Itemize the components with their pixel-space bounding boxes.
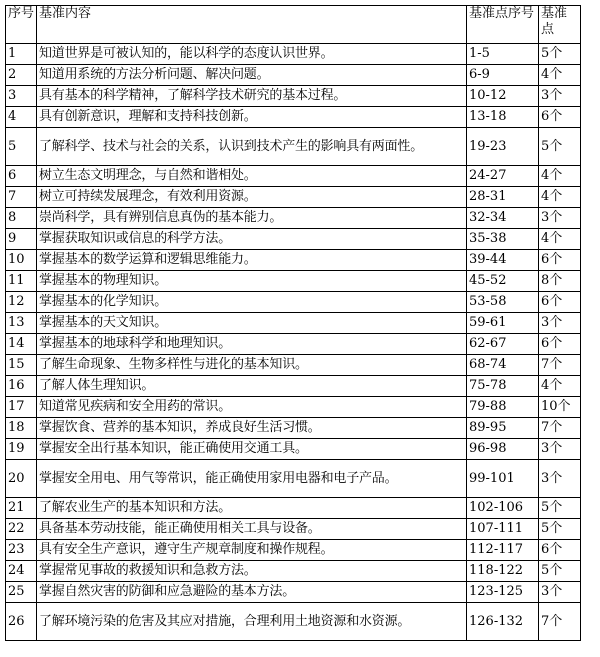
table-row bbox=[6, 292, 581, 313]
table-row bbox=[6, 397, 581, 418]
row-number: 18 bbox=[6, 418, 37, 439]
row-content: 知道常见疾病和安全用药的常识。 bbox=[37, 397, 467, 418]
row-number: 13 bbox=[6, 313, 37, 334]
row-count: 5个 bbox=[539, 128, 581, 166]
row-range: 99-101 bbox=[467, 460, 539, 498]
row-range: 102-106 bbox=[467, 498, 539, 519]
table-row bbox=[6, 603, 581, 641]
row-count: 6个 bbox=[539, 540, 581, 561]
row-range: 6-9 bbox=[467, 65, 539, 86]
row-content: 掌握基本的化学知识。 bbox=[37, 292, 467, 313]
row-range: 10-12 bbox=[467, 86, 539, 107]
row-number: 10 bbox=[6, 250, 37, 271]
table-row bbox=[6, 582, 581, 603]
row-range: 19-23 bbox=[467, 128, 539, 166]
row-range: 107-111 bbox=[467, 519, 539, 540]
table-row bbox=[6, 313, 581, 334]
row-count: 6个 bbox=[539, 107, 581, 128]
row-number: 5 bbox=[6, 128, 37, 166]
row-content: 具备基本劳动技能，能正确使用相关工具与设备。 bbox=[37, 519, 467, 540]
table-row bbox=[6, 208, 581, 229]
table-row bbox=[6, 439, 581, 460]
table-row bbox=[6, 498, 581, 519]
row-content: 树立可持续发展理念，有效利用资源。 bbox=[37, 187, 467, 208]
row-content: 了解环境污染的危害及其应对措施，合理利用土地资源和水资源。 bbox=[37, 603, 467, 641]
row-count: 3个 bbox=[539, 460, 581, 498]
table-row bbox=[6, 540, 581, 561]
table-row bbox=[6, 44, 581, 65]
row-content: 知道世界是可被认知的，能以科学的态度认识世界。 bbox=[37, 44, 467, 65]
row-range: 79-88 bbox=[467, 397, 539, 418]
row-content: 具有安全生产意识，遵守生产规章制度和操作规程。 bbox=[37, 540, 467, 561]
row-range: 89-95 bbox=[467, 418, 539, 439]
benchmark-table bbox=[5, 5, 581, 641]
row-count: 3个 bbox=[539, 439, 581, 460]
row-number: 1 bbox=[6, 44, 37, 65]
row-count: 4个 bbox=[539, 65, 581, 86]
row-number: 15 bbox=[6, 355, 37, 376]
row-count: 5个 bbox=[539, 561, 581, 582]
row-range: 68-74 bbox=[467, 355, 539, 376]
row-range: 32-34 bbox=[467, 208, 539, 229]
table-row bbox=[6, 86, 581, 107]
row-number: 16 bbox=[6, 376, 37, 397]
row-content: 掌握基本的天文知识。 bbox=[37, 313, 467, 334]
table-row bbox=[6, 128, 581, 166]
row-number: 12 bbox=[6, 292, 37, 313]
header-content: 基准内容 bbox=[37, 6, 467, 44]
row-content: 知道用系统的方法分析问题、解决问题。 bbox=[37, 65, 467, 86]
table-row bbox=[6, 460, 581, 498]
row-number: 20 bbox=[6, 460, 37, 498]
row-count: 7个 bbox=[539, 355, 581, 376]
row-range: 123-125 bbox=[467, 582, 539, 603]
table-row bbox=[6, 229, 581, 250]
row-content: 具有创新意识，理解和支持科技创新。 bbox=[37, 107, 467, 128]
row-number: 11 bbox=[6, 271, 37, 292]
row-count: 5个 bbox=[539, 519, 581, 540]
row-range: 35-38 bbox=[467, 229, 539, 250]
row-range: 126-132 bbox=[467, 603, 539, 641]
row-range: 13-18 bbox=[467, 107, 539, 128]
row-number: 25 bbox=[6, 582, 37, 603]
row-number: 3 bbox=[6, 86, 37, 107]
row-number: 17 bbox=[6, 397, 37, 418]
row-number: 19 bbox=[6, 439, 37, 460]
row-content: 掌握安全用电、用气等常识，能正确使用家用电器和电子产品。 bbox=[37, 460, 467, 498]
row-number: 9 bbox=[6, 229, 37, 250]
row-content: 掌握安全出行基本知识，能正确使用交通工具。 bbox=[37, 439, 467, 460]
header-no: 序号 bbox=[6, 6, 37, 44]
table-row bbox=[6, 519, 581, 540]
row-count: 3个 bbox=[539, 208, 581, 229]
table-row bbox=[6, 334, 581, 355]
row-range: 118-122 bbox=[467, 561, 539, 582]
row-content: 掌握自然灾害的防御和应急避险的基本方法。 bbox=[37, 582, 467, 603]
row-content: 掌握获取知识或信息的科学方法。 bbox=[37, 229, 467, 250]
row-number: 6 bbox=[6, 166, 37, 187]
row-range: 53-58 bbox=[467, 292, 539, 313]
row-number: 7 bbox=[6, 187, 37, 208]
row-content: 了解科学、技术与社会的关系，认识到技术产生的影响具有两面性。 bbox=[37, 128, 467, 166]
row-content: 掌握基本的数学运算和逻辑思维能力。 bbox=[37, 250, 467, 271]
table-row bbox=[6, 271, 581, 292]
row-content: 掌握饮食、营养的基本知识，养成良好生活习惯。 bbox=[37, 418, 467, 439]
row-range: 39-44 bbox=[467, 250, 539, 271]
row-content: 了解生命现象、生物多样性与进化的基本知识。 bbox=[37, 355, 467, 376]
row-count: 5个 bbox=[539, 498, 581, 519]
row-number: 22 bbox=[6, 519, 37, 540]
header-count: 基准点 bbox=[539, 6, 581, 44]
row-range: 96-98 bbox=[467, 439, 539, 460]
row-range: 45-52 bbox=[467, 271, 539, 292]
row-number: 23 bbox=[6, 540, 37, 561]
row-number: 26 bbox=[6, 603, 37, 641]
table-header-row bbox=[6, 6, 581, 44]
row-count: 4个 bbox=[539, 376, 581, 397]
row-number: 8 bbox=[6, 208, 37, 229]
row-range: 28-31 bbox=[467, 187, 539, 208]
row-content: 崇尚科学，具有辨别信息真伪的基本能力。 bbox=[37, 208, 467, 229]
table-row bbox=[6, 418, 581, 439]
row-range: 112-117 bbox=[467, 540, 539, 561]
table-row bbox=[6, 65, 581, 86]
row-count: 5个 bbox=[539, 44, 581, 65]
document-page bbox=[5, 5, 581, 641]
row-content: 掌握基本的地球科学和地理知识。 bbox=[37, 334, 467, 355]
row-count: 7个 bbox=[539, 418, 581, 439]
row-number: 24 bbox=[6, 561, 37, 582]
table-row bbox=[6, 355, 581, 376]
row-count: 6个 bbox=[539, 250, 581, 271]
row-range: 24-27 bbox=[467, 166, 539, 187]
table-row bbox=[6, 187, 581, 208]
table-row bbox=[6, 166, 581, 187]
row-number: 14 bbox=[6, 334, 37, 355]
row-content: 树立生态文明理念，与自然和谐相处。 bbox=[37, 166, 467, 187]
row-number: 2 bbox=[6, 65, 37, 86]
row-content: 具有基本的科学精神，了解科学技术研究的基本过程。 bbox=[37, 86, 467, 107]
row-count: 6个 bbox=[539, 292, 581, 313]
row-count: 8个 bbox=[539, 271, 581, 292]
table-row bbox=[6, 107, 581, 128]
row-range: 62-67 bbox=[467, 334, 539, 355]
table-row bbox=[6, 376, 581, 397]
row-count: 3个 bbox=[539, 313, 581, 334]
row-content: 了解人体生理知识。 bbox=[37, 376, 467, 397]
row-count: 4个 bbox=[539, 187, 581, 208]
table-row bbox=[6, 250, 581, 271]
row-count: 3个 bbox=[539, 86, 581, 107]
row-content: 掌握常见事故的救援知识和急救方法。 bbox=[37, 561, 467, 582]
row-number: 4 bbox=[6, 107, 37, 128]
row-number: 21 bbox=[6, 498, 37, 519]
table-row bbox=[6, 561, 581, 582]
header-range: 基准点序号 bbox=[467, 6, 539, 44]
row-count: 4个 bbox=[539, 229, 581, 250]
row-content: 掌握基本的物理知识。 bbox=[37, 271, 467, 292]
row-count: 7个 bbox=[539, 603, 581, 641]
row-count: 4个 bbox=[539, 166, 581, 187]
row-count: 10个 bbox=[539, 397, 581, 418]
row-count: 6个 bbox=[539, 334, 581, 355]
row-range: 1-5 bbox=[467, 44, 539, 65]
row-range: 59-61 bbox=[467, 313, 539, 334]
row-range: 75-78 bbox=[467, 376, 539, 397]
row-content: 了解农业生产的基本知识和方法。 bbox=[37, 498, 467, 519]
row-count: 3个 bbox=[539, 582, 581, 603]
